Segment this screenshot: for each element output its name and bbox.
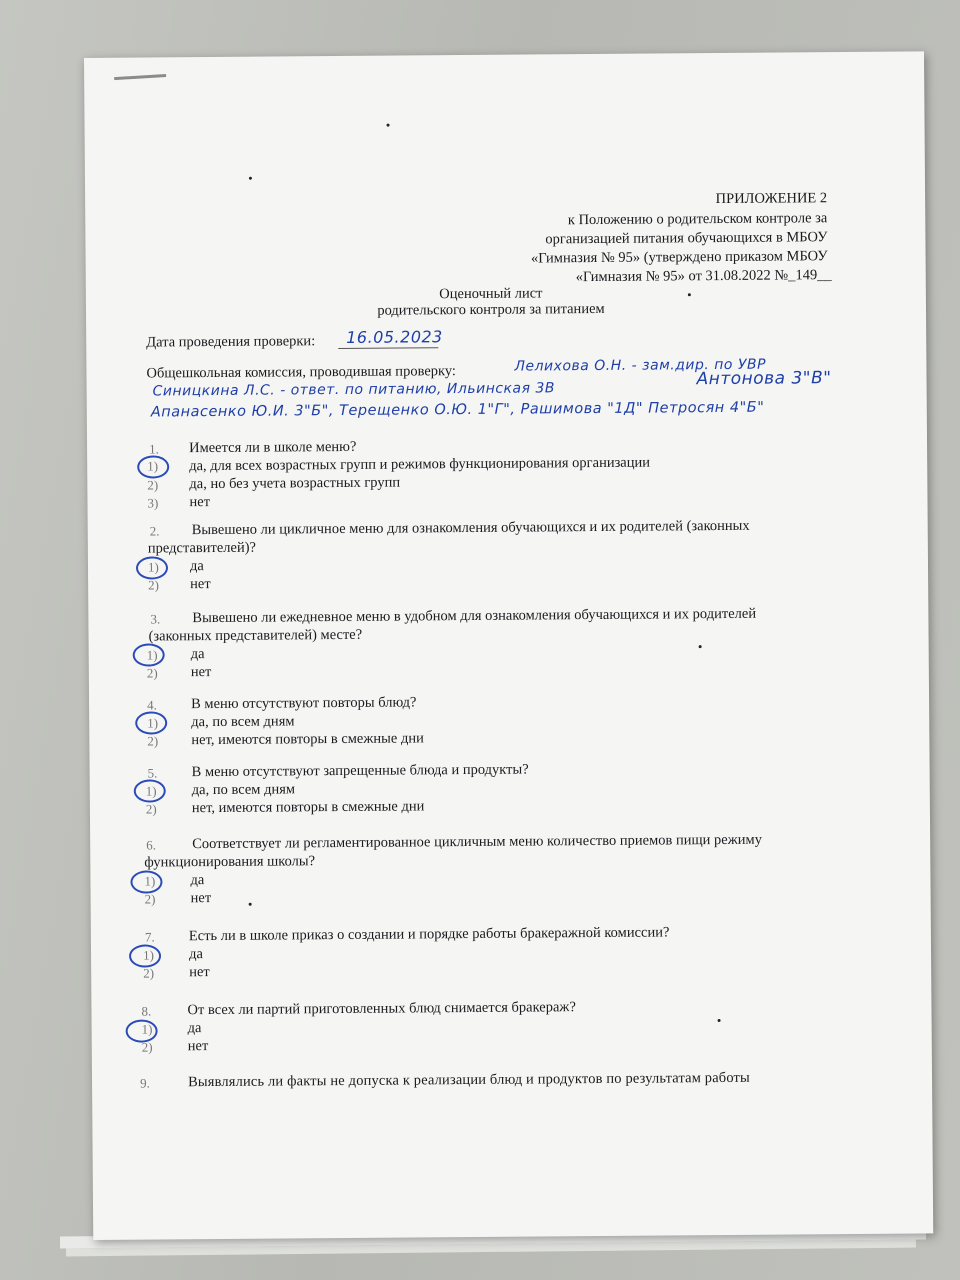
document-sheet [84,51,933,1240]
question-3-text-cont: (законных представителей) месте? [148,626,363,645]
option-number: 1) [141,1021,153,1037]
option-number: 2) [147,733,159,749]
question-5-text: В меню отсутствуют запрещенные блюда и продукты? [191,761,529,781]
paper-speck [249,177,252,180]
header-line: организацией питания обучающихся в МБОУ [545,229,828,248]
paper-speck [387,124,390,127]
question-number: 4. [147,697,157,713]
question-8-text: От всех ли партий приготовленных блюд снимается бракераж? [187,999,576,1019]
appendix-number: ПРИЛОЖЕНИЕ 2 [715,190,828,208]
question-number: 9. [139,1075,150,1091]
question-7-text: Есть ли в школе приказ о создании и порядке работы бракеражной комиссии? [188,924,670,945]
option-number: 2) [147,477,159,493]
question-3-option-2: нет [190,664,212,681]
question-number: 7. [144,929,155,945]
option-number: 1) [144,873,156,889]
question-1-text: Имеется ли в школе меню? [189,438,357,457]
option-number: 2) [143,965,155,981]
commission-member-1: Лелихова О.Н. - зам.дир. по УВР [514,356,767,375]
commission-label: Общешкольная комиссия, проводившая проверку: [146,363,456,382]
question-6-text-cont: функционирования школы? [144,853,316,871]
option-number: 1) [145,783,157,799]
option-number: 1) [146,647,158,663]
question-8-option-2: нет [187,1038,209,1055]
question-6-option-2: нет [190,890,212,907]
question-3-text: Вывешено ли ежедневное меню в удобном для ознакомления обучающихся и их родителей [192,605,757,627]
question-7-option-2: нет [189,964,210,981]
option-number: 2) [141,1039,153,1055]
commission-member-4: Апанасенко Ю.И. 3"Б", Терещенко О.Ю. 1"Г", Рашимова "1Д" Петросян 4"Б" [150,399,765,421]
option-number: 2) [146,665,158,681]
question-7-option-1: да [188,946,203,963]
question-4-option-2: нет, имеются повторы в смежные дни [191,730,424,749]
question-5-option-1: да, по всем дням [191,781,296,799]
question-number: 6. [146,837,156,853]
header-line: «Гимназия № 95» от 31.08.2022 №_149__ [575,267,832,286]
option-number: 1) [147,458,159,474]
question-number: 5. [147,765,158,781]
question-2-text-cont: представителей)? [147,539,257,557]
question-number: 2. [149,523,160,539]
staple-mark [114,74,166,80]
commission-member-2: Синицкина Л.С. - ответ. по питанию, Ильинская 3В [152,380,555,400]
header-line: «Гимназия № 95» (утверждено приказом МБОУ [530,248,828,267]
question-3-option-1: да [190,646,205,663]
paper-speck [249,903,252,906]
question-1-option-1: да, для всех возрастных групп и режимов функционирования организации [189,454,651,475]
question-6-option-1: да [190,872,205,889]
question-1-option-2: да, но без учета возрастных групп [189,474,401,493]
question-9-text: Выявлялись ли факты не допуска к реализации блюд и продуктов по результатам работы [187,1069,750,1091]
option-number: 1) [147,559,159,575]
paper-speck [718,1019,721,1022]
question-5-option-2: нет, имеются повторы в смежные дни [191,798,425,817]
question-number: 1. [149,441,159,457]
option-number: 2) [148,577,160,593]
question-2-option-1: да [189,558,204,575]
option-number: 2) [144,891,156,907]
option-number: 3) [147,495,159,511]
question-2-option-2: нет [190,576,211,593]
question-number: 8. [141,1003,152,1019]
question-2-text: Вывешено ли цикличное меню для ознакомления обучающихся и их родителей (законных [191,517,750,539]
form-title: Оценочный лист [439,285,543,303]
question-6-text: Соответствует ли регламентированное цикличным меню количество приемов пищи режиму [192,831,762,853]
option-number: 1) [147,715,159,731]
header-line: к Положению о родительском контроле за [567,210,828,229]
date-label: Дата проведения проверки: [146,333,316,351]
question-4-text: В меню отсутствуют повторы блюд? [191,694,417,713]
option-number: 1) [142,947,154,963]
paper-speck [699,645,702,648]
commission-member-3: Антонова 3"В" [696,368,832,390]
option-number: 2) [145,801,157,817]
question-number: 3. [150,611,161,627]
paper-speck [688,293,691,296]
question-1-option-3: нет [189,494,211,511]
date-value: 16.05.2023 [346,327,443,347]
question-4-option-1: да, по всем дням [191,713,295,731]
date-underline [338,347,438,349]
question-8-option-1: да [187,1020,202,1037]
form-subtitle: родительского контроля за питанием [377,300,605,319]
